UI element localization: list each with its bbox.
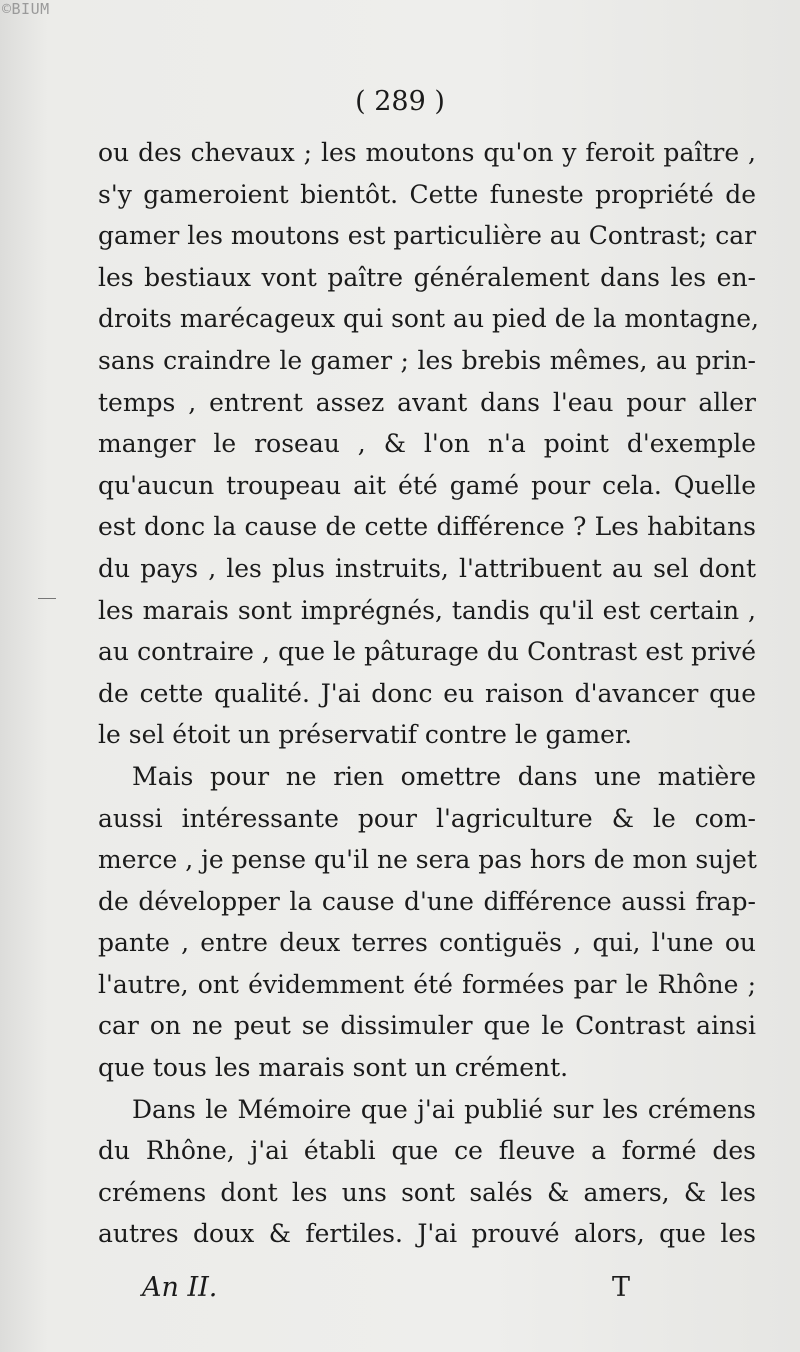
margin-mark (38, 598, 56, 599)
text-line: s'y gameroient bientôt. Cette funeste propriété de (98, 179, 756, 209)
text-line: temps , entrent assez avant dans l'eau pour aller (98, 387, 756, 417)
watermark: ©BIUM (2, 0, 50, 18)
text-line: aussi intéressante pour l'agriculture & le com- (98, 803, 756, 833)
body-text (98, 132, 759, 1255)
signature-mark: An II. (142, 1272, 218, 1303)
text-line: est donc la cause de cette différence ? Les habitans (98, 512, 756, 542)
text-line: droits marécageux qui sont au pied de la montagne, (98, 304, 759, 334)
text-line: au contraire , que le pâturage du Contrast est privé (98, 637, 756, 667)
text-line: crémens dont les uns sont salés & amers, & les (98, 1177, 756, 1207)
text-line: Dans le Mémoire que j'ai publié sur les crémens (132, 1094, 756, 1124)
text-line: les marais sont imprégnés, tandis qu'il est certain , (98, 595, 756, 625)
text-line: de cette qualité. J'ai donc eu raison d'avancer que (98, 678, 756, 708)
text-line: gamer les moutons est particulière au Contrast; car (98, 221, 757, 251)
text-line: ou des chevaux ; les moutons qu'on y feroit paître , (98, 138, 756, 167)
text-line: sans craindre le gamer ; les brebis mêmes, au prin- (98, 345, 756, 375)
text-line: car on ne peut se dissimuler que le Contrast ainsi (98, 1011, 756, 1041)
text-line: le sel étoit un préservatif contre le gamer. (98, 720, 633, 750)
text-line: du pays , les plus instruits, l'attribuent au sel dont (98, 553, 756, 583)
text-line: les bestiaux vont paître généralement dans les en- (98, 262, 756, 292)
text-line: Mais pour ne rien omettre dans une matière (132, 761, 756, 791)
text-line: merce , je pense qu'il ne sera pas hors de mon sujet (98, 845, 757, 875)
text-line: autres doux & fertiles. J'ai prouvé alors, que les (98, 1219, 756, 1249)
page-number: ( 289 ) (355, 86, 445, 117)
text-line: que tous les marais sont un crément. (98, 1053, 569, 1083)
text-line: manger le roseau , & l'on n'a point d'exemple (98, 429, 756, 459)
text-line: de développer la cause d'une différence aussi frap- (98, 886, 756, 916)
page-footer (0, 1272, 800, 1312)
text-line: l'autre, ont évidemment été formées par le Rhône ; (98, 969, 756, 999)
text-line: pante , entre deux terres contiguës , qui, l'une ou (98, 928, 756, 958)
text-line: du Rhône, j'ai établi que ce fleuve a formé des (98, 1136, 756, 1166)
text-line: qu'aucun troupeau ait été gamé pour cela. Quelle (98, 470, 756, 500)
gathering-mark: T (612, 1272, 631, 1303)
